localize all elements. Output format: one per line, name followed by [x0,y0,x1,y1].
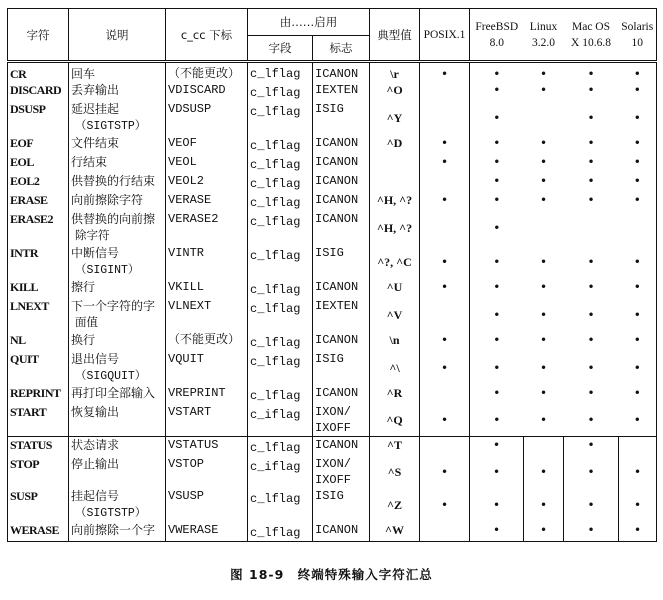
char-description: 供替换的行结束 [69,173,166,192]
char-name: STATUS [8,437,69,457]
support-macos: • [587,136,595,150]
cc-index: VDSUSP [166,101,248,135]
support-freebsd: • [470,135,524,154]
cc-index: VREPRINT [166,385,248,404]
char-description: 向前擦除字符 [69,192,166,211]
char-description: 换行 [69,332,166,351]
cc-index: VQUIT [166,351,248,385]
support-solaris: • [619,192,657,211]
support-macos: • [587,111,595,125]
support-linux: • [524,456,564,488]
char-description: 回车 [69,62,166,83]
table-row [8,82,657,101]
col-header-field: 字段 [248,36,313,62]
col-header-linux: Linux 3.2.0 [524,9,564,62]
char-description: 中断信号 （SIGINT） [69,245,166,279]
support-linux: • [539,136,548,150]
support-solaris: • [619,404,657,437]
support-macos: • [587,155,595,169]
support-solaris: • [619,82,657,101]
cc-index: VSTOP [166,456,248,488]
support-macos: • [587,83,595,97]
support-posix: • [420,404,470,437]
char-description: 擦行 [69,279,166,298]
support-posix: • [420,154,470,173]
support-linux: • [539,255,548,269]
char-name: EOL2 [8,173,69,192]
char-description: 恢复输出 [69,404,166,437]
enabled-field: c_lflag [248,62,313,83]
enabled-flag: ISIG [313,245,370,279]
support-freebsd: • [470,298,524,332]
support-freebsd: • [470,192,524,211]
table-row [8,245,657,279]
enabled-flag: IXON/ IXOFF [313,404,370,437]
col-header-enabled-by: 由……启用 [248,9,370,36]
support-posix [420,298,470,332]
enabled-field: c_lflag [248,101,313,135]
enabled-field: c_lflag [248,385,313,404]
col-header-macos: Mac OS X 10.6.8 [564,9,619,62]
cc-index: （不能更改） [166,62,248,83]
enabled-flag: ICANON [313,62,370,83]
typical-value: ^H, ^? [370,211,420,245]
typical-value: ^U [370,279,420,298]
support-freebsd: • [470,82,524,101]
cc-index: VSUSP [166,488,248,522]
cc-index: VDISCARD [166,82,248,101]
char-description: 延迟挂起 （SIGTSTP） [69,101,166,135]
table-row [8,135,657,154]
table-header [8,9,657,62]
support-linux: • [539,67,548,81]
support-posix: • [420,456,470,488]
cc-index: VERASE [166,192,248,211]
enabled-field: c_lflag [248,279,313,298]
support-freebsd: • [470,245,524,279]
support-solaris: • [619,488,657,522]
table-row [8,192,657,211]
support-posix: • [420,135,470,154]
char-name: WERASE [8,522,69,542]
typical-value: ^R [370,385,420,404]
support-freebsd: • [470,62,524,83]
typical-value: ^D [370,135,420,154]
typical-value: ^S [370,456,420,488]
support-freebsd: • [470,437,524,457]
support-macos: • [564,488,619,522]
char-name: NL [8,332,69,351]
support-linux: • [539,193,548,207]
typical-value [370,173,420,192]
support-posix: • [420,192,470,211]
table-row [8,385,657,404]
char-name: STOP [8,456,69,488]
table-row [8,332,657,351]
support-posix [420,211,470,245]
support-posix [420,385,470,404]
col-header-char: 字符 [8,9,69,62]
typical-value: ^Z [370,488,420,522]
support-linux: • [539,280,548,294]
char-name: QUIT [8,351,69,385]
typical-value: ^Q [370,404,420,437]
support-posix [420,101,470,135]
support-macos: • [587,413,595,427]
support-freebsd: • [470,522,524,542]
enabled-field: c_iflag [248,456,313,488]
cc-index: VKILL [166,279,248,298]
char-name: LNEXT [8,298,69,332]
table-row [8,488,657,522]
typical-value: ^W [370,522,420,542]
char-description: 退出信号 （SIGQUIT） [69,351,166,385]
char-name: ERASE2 [8,211,69,245]
enabled-field: c_iflag [248,404,313,437]
enabled-field: c_lflag [248,192,313,211]
support-linux: • [539,308,548,322]
col-header-typical: 典型值 [370,9,420,62]
col-header-freebsd: FreeBSD 8.0 [470,9,524,62]
support-solaris: • [619,62,657,83]
col-header-desc: 说明 [69,9,166,62]
char-name: CR [8,62,69,83]
typical-value: ^O [370,82,420,101]
support-solaris: • [619,298,657,332]
enabled-field: c_lflag [248,135,313,154]
char-description: 停止输出 [69,456,166,488]
char-name: REPRINT [8,385,69,404]
enabled-flag: ISIG [313,101,370,135]
support-solaris: • [619,332,657,351]
support-macos: • [587,280,595,294]
enabled-field: c_lflag [248,522,313,542]
typical-value: ^V [370,298,420,332]
support-freebsd: • [470,332,524,351]
support-solaris [619,437,657,457]
char-name: INTR [8,245,69,279]
table-row [8,173,657,192]
support-macos: • [564,456,619,488]
typical-value: \n [370,332,420,351]
support-posix: • [420,245,470,279]
support-linux: • [524,488,564,522]
typical-value: ^Y [370,101,420,135]
table-body-main [8,62,657,437]
support-posix: • [420,279,470,298]
char-description: 挂起信号 （SIGTSTP） [69,488,166,522]
support-posix [420,173,470,192]
table-row [8,437,657,457]
support-freebsd: • [470,173,524,192]
support-macos: • [587,67,595,81]
support-linux: • [539,333,548,347]
support-linux [524,101,564,135]
support-linux [524,437,564,457]
enabled-field: c_lflag [248,82,313,101]
support-solaris: • [619,351,657,385]
table-row [8,456,657,488]
typical-value: ^T [370,437,420,457]
char-description: 下一个字符的字 面值 [69,298,166,332]
cc-index: （不能更改） [166,332,248,351]
enabled-field: c_lflag [248,332,313,351]
support-freebsd: • [470,101,524,135]
support-macos [564,211,619,245]
char-name: EOL [8,154,69,173]
enabled-field: c_lflag [248,245,313,279]
support-freebsd: • [470,488,524,522]
support-macos: • [564,522,619,542]
enabled-field: c_lflag [248,211,313,245]
figure-caption: 图 18-9 终端特殊输入字符汇总 [230,567,433,582]
support-freebsd: • [470,351,524,385]
support-posix [420,82,470,101]
enabled-field: c_lflag [248,298,313,332]
support-posix [420,437,470,457]
support-linux [524,211,564,245]
support-linux: • [539,155,548,169]
enabled-field: c_lflag [248,173,313,192]
support-posix: • [420,351,470,385]
cc-index: VEOL2 [166,173,248,192]
enabled-field: c_lflag [248,488,313,522]
support-posix: • [420,332,470,351]
support-solaris: • [619,245,657,279]
support-freebsd: • [470,279,524,298]
support-macos: • [587,255,595,269]
table-row [8,279,657,298]
table-row [8,351,657,385]
table-row [8,101,657,135]
enabled-flag: IEXTEN [313,82,370,101]
char-description: 行结束 [69,154,166,173]
enabled-flag: ICANON [313,385,370,404]
char-name: SUSP [8,488,69,522]
support-solaris: • [619,456,657,488]
enabled-flag: IEXTEN [313,298,370,332]
support-macos: • [587,174,595,188]
enabled-flag: ICANON [313,154,370,173]
table-row [8,404,657,437]
enabled-flag: ICANON [313,437,370,457]
col-header-flag: 标志 [313,36,370,62]
typical-value: ^H, ^? [370,192,420,211]
enabled-field: c_lflag [248,437,313,457]
char-description: 供替换的向前擦 除字符 [69,211,166,245]
table-row [8,211,657,245]
char-description: 丢弃输出 [69,82,166,101]
char-description: 再打印全部输入 [69,385,166,404]
typical-value: ^\ [370,351,420,385]
enabled-flag: ICANON [313,211,370,245]
support-freebsd: • [470,385,524,404]
table-row [8,62,657,83]
char-name: DSUSP [8,101,69,135]
cc-index: VEOL [166,154,248,173]
support-posix: • [420,62,470,83]
typical-value: \r [370,62,420,83]
enabled-flag: ICANON [313,279,370,298]
col-header-cc-index: c_cc 下标 [166,9,248,62]
support-posix: • [420,488,470,522]
enabled-flag: ICANON [313,522,370,542]
cc-index: VLNEXT [166,298,248,332]
support-solaris: • [619,101,657,135]
char-name: DISCARD [8,82,69,101]
typical-value: ^?, ^C [370,245,420,279]
support-posix [420,522,470,542]
char-description: 向前擦除一个字 [69,522,166,542]
table-row [8,154,657,173]
char-name: ERASE [8,192,69,211]
cc-index: VEOF [166,135,248,154]
support-macos: • [587,361,595,375]
cc-index: VSTART [166,404,248,437]
support-solaris: • [619,173,657,192]
support-macos: • [587,386,595,400]
enabled-field: c_lflag [248,154,313,173]
support-linux: • [539,361,548,375]
support-freebsd: • [470,404,524,437]
support-solaris [619,211,657,245]
cc-index: VWERASE [166,522,248,542]
support-solaris: • [619,135,657,154]
enabled-field: c_lflag [248,351,313,385]
char-name: KILL [8,279,69,298]
support-linux: • [539,413,548,427]
table-row [8,522,657,542]
enabled-flag: IXON/ IXOFF [313,456,370,488]
char-description: 文件结束 [69,135,166,154]
char-name: EOF [8,135,69,154]
enabled-flag: ISIG [313,488,370,522]
support-solaris: • [619,154,657,173]
support-linux: • [524,522,564,542]
support-solaris: • [619,279,657,298]
col-header-solaris: Solaris 10 [619,9,657,62]
char-description: 状态请求 [69,437,166,457]
enabled-flag: ICANON [313,135,370,154]
col-header-posix: POSIX.1 [420,9,470,62]
enabled-flag: ICANON [313,332,370,351]
table-row [8,298,657,332]
support-linux: • [539,174,548,188]
table-body-extra [8,437,657,542]
enabled-flag: ICANON [313,192,370,211]
enabled-flag: ISIG [313,351,370,385]
support-linux: • [539,386,548,400]
cc-index: VERASE2 [166,211,248,245]
enabled-flag: ICANON [313,173,370,192]
support-linux: • [539,83,548,97]
support-freebsd: • [470,456,524,488]
support-macos: • [564,437,619,457]
support-freebsd: • [470,154,524,173]
special-chars-table [7,8,657,542]
support-macos: • [587,308,595,322]
cc-index: VSTATUS [166,437,248,457]
support-macos: • [587,333,595,347]
cc-index: VINTR [166,245,248,279]
support-freebsd: • [470,211,524,245]
typical-value [370,154,420,173]
support-solaris: • [619,385,657,404]
support-macos: • [587,193,595,207]
support-solaris: • [619,522,657,542]
char-name: START [8,404,69,437]
